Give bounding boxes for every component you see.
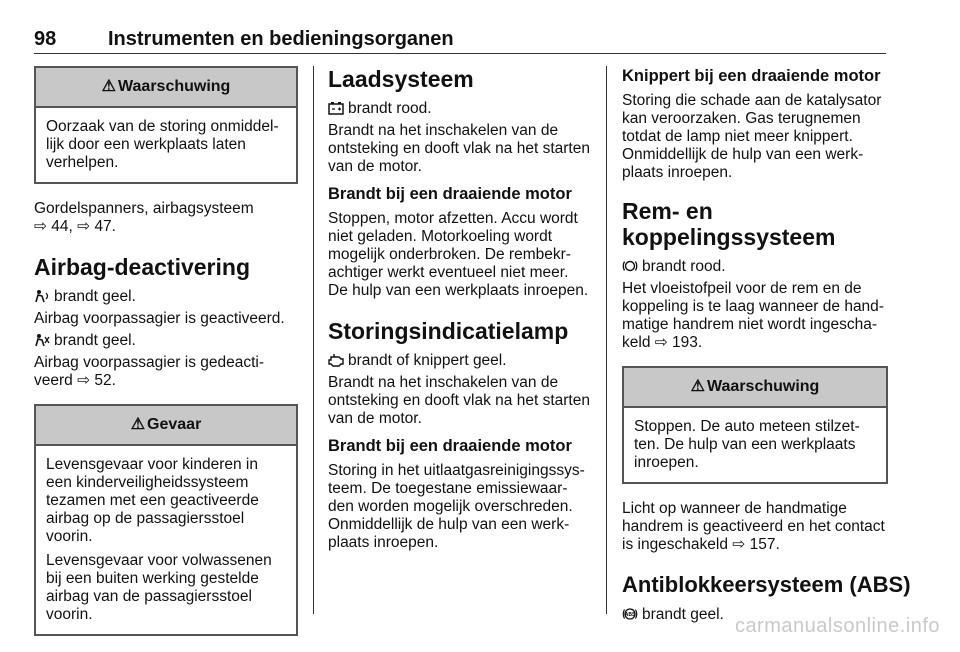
- airbag-off-icon: [34, 333, 50, 347]
- warning-triangle-icon: ⚠: [690, 378, 706, 395]
- paragraph: brandt of knippert geel.: [328, 352, 590, 370]
- danger-box-text: Levensgevaar voor volwassenen bij een buiten werking gestelde airbag van de passagiersstoel voorin.: [46, 552, 272, 623]
- warning-box: [622, 366, 888, 484]
- warning-triangle-icon: ⚠: [130, 416, 146, 433]
- paragraph: Brandt na het inschakelen van de ontsteking en dooft vlak na het starten van de motor.: [328, 374, 590, 427]
- danger-box-heading: ⚠ Gevaar: [36, 406, 296, 446]
- section-heading: Rem- en koppelingssysteem: [622, 198, 836, 250]
- column-divider: [606, 66, 607, 614]
- warning-box-text: Stoppen. De auto meteen stilzet-ten. De hulp van een werkplaats inroepen.: [634, 418, 860, 471]
- paragraph: Het vloeistofpeil voor de rem en de koppeling is te laag wanneer de hand-matige handrem niet wordt ingescha-keld ⇨ 193.: [622, 280, 884, 351]
- brake-icon: [622, 259, 638, 273]
- paragraph: Brandt na het inschakelen van de ontsteking en dooft vlak na het starten van de motor.: [328, 122, 590, 175]
- section-heading: Laadsysteem: [328, 66, 474, 92]
- paragraph: brandt rood.: [622, 258, 888, 276]
- page-title: Instrumenten en bedieningsorganen: [108, 28, 454, 50]
- airbag-on-icon: [34, 289, 50, 303]
- section-heading: Storingsindicatielamp: [328, 318, 569, 344]
- warning-box: [34, 66, 298, 184]
- column-middle: [328, 66, 590, 560]
- warning-box-text: Oorzaak van de storing onmiddel-lijk door een werkplaats laten verhelpen.: [46, 118, 279, 171]
- abs-icon: [622, 607, 638, 621]
- battery-icon: [328, 101, 344, 115]
- svg-text:ABS: ABS: [624, 612, 636, 618]
- sub-heading: Brandt bij een draaiende motor: [328, 437, 572, 455]
- paragraph: Airbag voorpassagier is geactiveerd.: [34, 310, 285, 327]
- paragraph: Stoppen, motor afzetten. Accu wordt niet geladen. Motorkoeling wordt mogelijk onderbroken. De rembekr-achtiger werkt eventueel niet meer. De hulp van een werkplaats inroepen.: [328, 210, 589, 299]
- section-heading: Airbag-deactivering: [34, 254, 250, 280]
- sub-heading: Brandt bij een draaiende motor: [328, 185, 572, 203]
- paragraph: Storing in het uitlaatgasreinigingssys-teem. De toegestane emissiewaar-den worden mogelijk overschreden. Onmiddellijk de hulp van een werk-plaats inroepen.: [328, 462, 585, 551]
- watermark: carmanualsonline.info: [734, 615, 940, 637]
- paragraph: brandt geel.: [34, 288, 298, 306]
- column-divider: [313, 66, 314, 614]
- warning-triangle-icon: ⚠: [101, 78, 117, 95]
- paragraph: brandt geel.: [34, 332, 298, 350]
- page-reference: ⇨ 44, ⇨ 47.: [34, 218, 116, 235]
- paragraph: brandt rood.: [328, 100, 590, 118]
- column-left: [34, 66, 298, 652]
- page-header: [34, 28, 886, 54]
- paragraph: Gordelspanners, airbagsysteem: [34, 200, 254, 217]
- engine-icon: [328, 353, 344, 367]
- section-heading: Antiblokkeersysteem (ABS): [622, 572, 911, 597]
- paragraph: Storing die schade aan de katalysator kan veroorzaken. Gas terugnemen totdat de lamp niet meer knippert. Onmiddellijk de hulp van een werk-plaats inroepen.: [622, 92, 882, 181]
- paragraph: ABS brandt geel.: [622, 606, 888, 624]
- danger-box-text: Levensgevaar voor kinderen in een kinderveiligheidssysteem tezamen met een geactiveerde airbag op de passagiersstoel voorin.: [46, 456, 259, 545]
- paragraph: Licht op wanneer de handmatige handrem is geactiveerd en het contact is ingeschakeld ⇨ 157.: [622, 500, 885, 553]
- danger-box: [34, 404, 298, 636]
- warning-box-heading: ⚠ Waarschuwing: [624, 368, 886, 408]
- header-rule: [34, 53, 886, 54]
- paragraph: Airbag voorpassagier is gedeacti-veerd ⇨ 52.: [34, 354, 265, 389]
- warning-box-heading: ⚠ Waarschuwing: [36, 68, 296, 108]
- sub-heading: Knippert bij een draaiende motor: [622, 67, 881, 85]
- page-number: 98: [34, 28, 57, 50]
